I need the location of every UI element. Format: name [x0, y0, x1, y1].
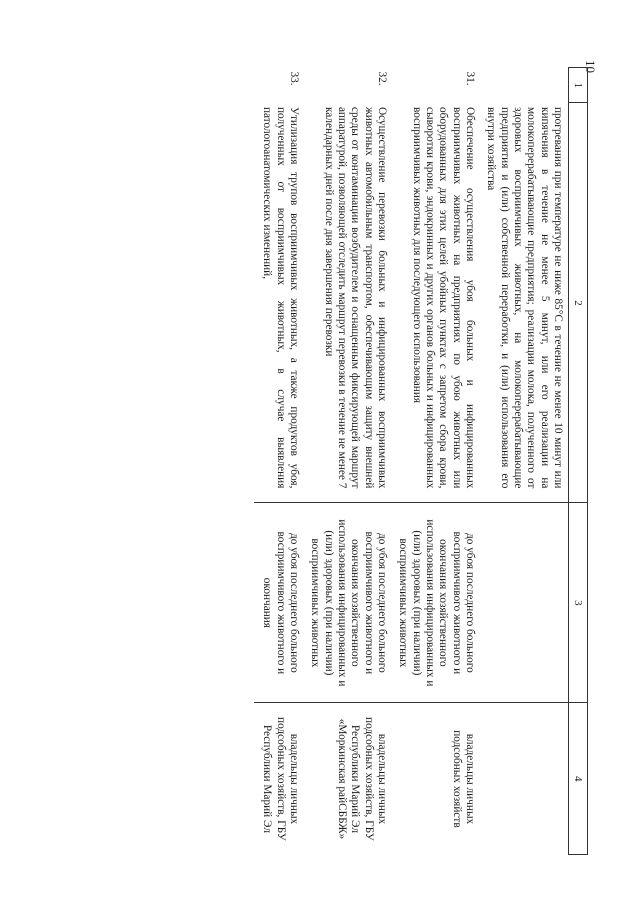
row-responsible	[254, 703, 302, 855]
row-term: до убоя последнего больного восприимчивого животного и окончания хозяйственного использования инфицированных и (или) здоровых (при наличии) восприимчивых животных	[390, 503, 478, 703]
measures-table	[254, 67, 588, 855]
row-responsible-text: владельцы личных подсобных хозяйств, ГБУ Республики Марий Эл	[261, 717, 301, 841]
row-responsible: владельцы личных подсобных хозяйств	[390, 703, 478, 855]
rotated-table-container	[100, 67, 588, 855]
header-col-1: 1	[569, 68, 588, 103]
row-responsible: владельцы личных подсобных хозяйств, ГБУ Республики Марий Эл «Моркинская райСББЖ»	[302, 703, 390, 855]
row-number: 32.	[376, 71, 389, 86]
row-number: 31.	[464, 71, 477, 86]
row-term	[254, 503, 302, 703]
header-col-3: 3	[569, 503, 588, 703]
header-col-4: 4	[569, 703, 588, 855]
row-number-text: 33.	[288, 71, 301, 86]
table-header-row	[569, 68, 588, 855]
row-responsible	[478, 703, 568, 855]
row-number	[478, 68, 568, 103]
row-term-text: до убоя последнего больного восприимчивого животного и окончания	[261, 531, 301, 675]
table-row	[390, 68, 478, 855]
table-row	[302, 68, 390, 855]
row-term: до убоя последнего больного восприимчивого животного и окончания хозяйственного использования инфицированных и (или) здоровых (при наличии) восприимчивых животных	[302, 503, 390, 703]
row-measure: Осуществление перевозки больных и инфицированных восприимчивых животных автомобильным транспортом, обеспечивающим защиту внешней среды от контаминации возбудителем и оснащенным фиксирующей маршрут аппаратурой, позволяющей отследить маршрут перевозки в течение не менее 7 календарных дней после дня завершения перевозки	[322, 106, 389, 489]
row-number	[254, 68, 302, 103]
row-measure-text: Утилизация трупов восприимчивых животных, а также продуктов убоя, полученных от восприимчивых животных, в случае выявления патологоанатомических изменений,	[261, 106, 301, 489]
row-measure: прогревания при температуре не ниже 85°С в течение не менее 10 минут или кипячения в течение не менее 5 минут, или его реализации на молокоперерабатывающие предприятия; реализации молока, полученного от здоровых восприимчивых животных, на молокоперерабатывающие предприятия и (или) собственной переработки, и (или) использования его внутри хозяйства	[485, 106, 564, 489]
table-row	[254, 68, 302, 855]
row-measure	[254, 103, 302, 503]
table-row	[478, 68, 568, 855]
header-col-2: 2	[569, 103, 588, 503]
page-number: 10	[583, 60, 598, 73]
row-term	[478, 503, 568, 703]
row-measure: Обеспечение осуществления убоя больных и инфицированных восприимчивых животных на предприятиях по убою животных или оборудованных для этих целей убойных пунктах с запретом сбора крови, сыворотки крови, эндокринных и других органов больных и инфицированных восприимчивых животных для последующего использования	[410, 106, 477, 489]
